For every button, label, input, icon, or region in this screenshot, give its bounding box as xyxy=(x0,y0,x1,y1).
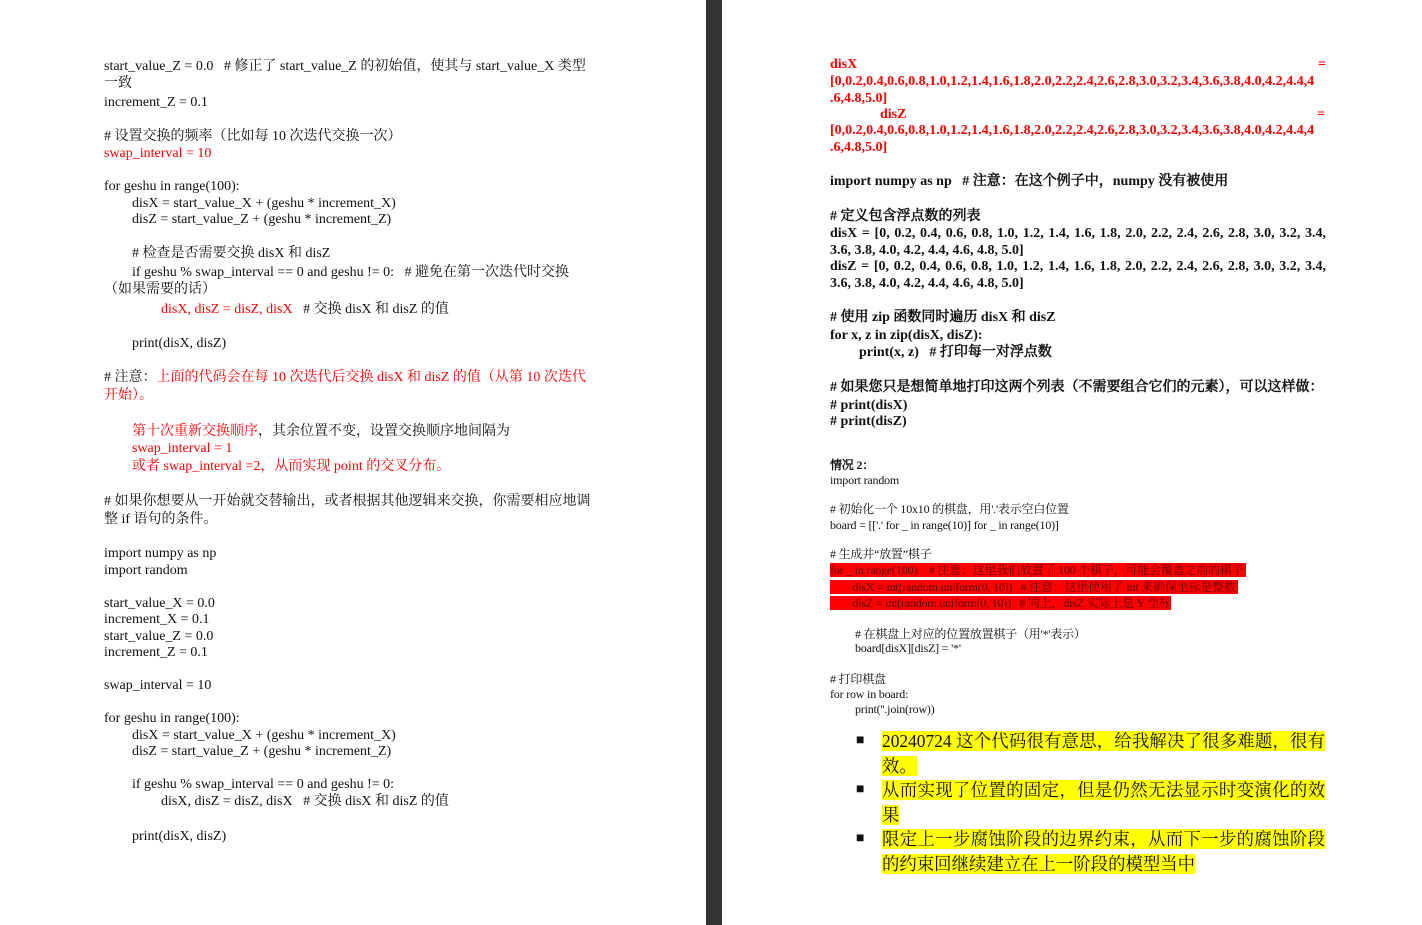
code-line xyxy=(104,562,188,579)
page-divider xyxy=(706,0,722,925)
highlighted-note: 20240724 这个代码很有意思，给我解决了很多难题，很有效。 xyxy=(882,731,1325,776)
code-line xyxy=(161,793,449,810)
code-line xyxy=(132,195,396,212)
red-text: swap_interval = 1 xyxy=(132,441,233,456)
text-segment: start_value_Z = 0.0 # 修正了 start_value_Z 的初始值，使其与 start_value_X 类型 xyxy=(104,59,586,74)
text-segment: 一致 xyxy=(104,76,132,91)
code-line xyxy=(104,677,211,694)
code-line xyxy=(104,178,240,195)
code-line xyxy=(855,641,961,656)
highlighted-text: disX = int(random.uniform(0, 10)) # 注意：这里使用了 int 来确保坐标是整数 xyxy=(830,580,1239,594)
red-text: 或者 swap_interval =2，从而实现 point 的交叉分布。 xyxy=(132,459,451,474)
text-segment: disX = start_value_X + (geshu * increment_X) xyxy=(132,728,396,743)
code-line xyxy=(104,128,402,145)
text-segment: # 初始化一个 10x10 的棋盘，用'.'表示空白位置 xyxy=(830,502,1069,516)
code-line xyxy=(830,473,899,488)
text-segment: # 打印棋盘 xyxy=(830,672,886,686)
code-line xyxy=(830,502,1069,517)
text-segment: # 交换 disX 和 disZ 的值 xyxy=(292,302,449,317)
code-line xyxy=(132,727,396,744)
red-text: disX xyxy=(830,57,858,72)
text-segment: disZ = [0, 0.2, 0.4, 0.6, 0.8, 1.0, 1.2, 1.4, 1.6, 1.8, 2.0, 2.2, 2.4, 2.6, 2.8, 3.0, 3.2, 3.4, xyxy=(830,259,1326,274)
code-line xyxy=(830,122,1326,139)
bullet-item xyxy=(856,827,1326,876)
code-line xyxy=(830,225,1326,242)
red-text: [0,0.2,0.4,0.6,0.8,1.0,1.2,1.4,1.6,1.8,2.0,2.2,2.4,2.6,2.8,3.0,3.2,3.4,3.6,3.8,4.0,4.2,4.4,4 xyxy=(830,123,1315,138)
text-segment: board = [['.' for _ in range(10)] for _ in range(10)] xyxy=(830,518,1059,532)
code-line xyxy=(104,58,586,75)
code-line xyxy=(104,387,153,404)
text-segment: # 如果你想要从一开始就交替输出，或者根据其他逻辑来交换，你需要相应地调 xyxy=(104,494,591,509)
code-line xyxy=(830,379,1324,396)
red-text: swap_interval = 10 xyxy=(104,146,212,161)
code-line xyxy=(104,611,209,628)
text-segment: if geshu % swap_interval == 0 and geshu != 0: # 避免在第一次迭代时交换 xyxy=(132,265,570,280)
text-segment: print(x, z) # 打印每一对浮点数 xyxy=(859,345,1052,360)
code-line xyxy=(104,595,215,612)
square-bullet-icon: ■ xyxy=(856,782,865,798)
text-segment: for row in board: xyxy=(830,687,909,701)
text-segment: increment_X = 0.1 xyxy=(104,612,210,627)
text-segment: import numpy as np # 注意：在这个例子中，numpy 没有被使用 xyxy=(830,174,1229,189)
code-line xyxy=(161,301,449,318)
text-segment: # 设置交换的频率（比如每 10 次迭代交换一次） xyxy=(104,129,402,144)
code-line xyxy=(830,208,981,225)
code-line xyxy=(104,628,213,645)
code-line xyxy=(830,139,887,156)
text-segment: swap_interval = 10 xyxy=(104,678,212,693)
text-segment: disX, disZ = disZ, disX # 交换 disX 和 disZ 的值 xyxy=(161,794,449,809)
code-line xyxy=(132,245,330,262)
text-segment: # 如果您只是想简单地打印这两个列表（不需要组合它们的元素），可以这样做： xyxy=(830,380,1324,395)
bullet-list xyxy=(856,729,1326,877)
highlighted-text: disZ = int(random.uniform(0, 10)) # 同上，disZ 实际上是 Y 坐标 xyxy=(830,596,1172,610)
text-segment: increment_Z = 0.1 xyxy=(104,95,208,110)
code-line xyxy=(855,627,1086,642)
code-line xyxy=(104,545,216,562)
text-segment: print(''.join(row)) xyxy=(855,702,935,716)
code-line xyxy=(132,211,391,228)
red-text: disX, disZ = disZ, disX xyxy=(161,302,293,317)
code-line xyxy=(104,710,240,727)
code-line xyxy=(132,776,394,793)
text-segment: ，其余位置不变，设置交换顺序地间隔为 xyxy=(258,424,510,439)
text-segment: 3.6, 3.8, 4.0, 4.2, 4.4, 4.6, 4.8, 5.0] xyxy=(830,243,1024,258)
code-line xyxy=(830,309,1056,326)
red-text: 上面的代码会在每 10 次迭代后交换 disX 和 disZ 的值（从第 10 次迭代 xyxy=(156,370,586,385)
text-segment: import random xyxy=(830,473,900,487)
code-line xyxy=(830,90,887,107)
text-segment: # print(disZ) xyxy=(830,414,907,429)
text-segment: disX = start_value_X + (geshu * increment_X) xyxy=(132,196,396,211)
code-line xyxy=(830,563,1246,578)
code-line xyxy=(132,440,232,457)
red-text: disZ xyxy=(880,107,907,122)
text-segment: start_value_X = 0.0 xyxy=(104,596,215,611)
square-bullet-icon: ■ xyxy=(856,831,865,847)
text-segment: disZ = start_value_Z + (geshu * increment_Z) xyxy=(132,212,392,227)
highlighted-text: for _ in range(100): # 注意：这里我们放置了 100 个棋子，可能会覆盖之前的棋子 xyxy=(830,563,1247,577)
text-segment: 3.6, 3.8, 4.0, 4.2, 4.4, 4.6, 4.8, 5.0] xyxy=(830,276,1024,291)
text-segment: # 定义包含浮点数的列表 xyxy=(830,209,981,224)
bullet-item xyxy=(856,729,1326,778)
code-line xyxy=(104,94,208,111)
code-line xyxy=(104,493,591,510)
code-line xyxy=(132,828,226,845)
text-segment: increment_Z = 0.1 xyxy=(104,645,208,660)
red-text: .6,4.8,5.0] xyxy=(830,140,888,155)
text-segment: start_value_Z = 0.0 xyxy=(104,629,214,644)
text-segment: 情况 2： xyxy=(830,458,875,472)
text-segment: import random xyxy=(104,563,188,578)
code-line xyxy=(104,511,218,528)
code-line xyxy=(132,264,569,281)
red-text: .6,4.8,5.0] xyxy=(830,91,888,106)
text-segment: （如果需要的话） xyxy=(104,282,216,297)
text-segment: print(disX, disZ) xyxy=(132,829,227,844)
red-text: 第十次重新交换顺序 xyxy=(132,424,258,439)
code-line xyxy=(104,644,208,661)
code-line xyxy=(830,672,886,687)
text-segment: disX = [0, 0.2, 0.4, 0.6, 0.8, 1.0, 1.2, 1.4, 1.6, 1.8, 2.0, 2.2, 2.4, 2.6, 2.8, 3.0, 3.2, 3.4, xyxy=(830,226,1326,241)
text-segment: # 使用 zip 函数同时遍历 disX 和 disZ xyxy=(830,310,1056,325)
text-segment: 整 if 语句的条件。 xyxy=(104,512,218,527)
text-segment: # 检查是否需要交换 disX 和 disZ xyxy=(132,246,331,261)
text-segment: import numpy as np xyxy=(104,546,217,561)
code-line xyxy=(830,258,1326,275)
code-line xyxy=(830,687,908,702)
text-segment: for geshu in range(100): xyxy=(104,179,240,194)
code-line xyxy=(880,106,1325,123)
bullet-text xyxy=(882,827,1325,876)
code-line xyxy=(132,423,510,440)
red-text: = xyxy=(1318,57,1326,72)
code-line xyxy=(830,413,907,430)
code-line xyxy=(830,596,1171,611)
code-line xyxy=(830,73,1326,90)
bullet-item xyxy=(856,778,1326,827)
code-line xyxy=(830,458,874,473)
text-segment: # print(disX) xyxy=(830,398,908,413)
text-segment: # 生成并“放置”棋子 xyxy=(830,547,932,561)
bullet-text xyxy=(882,729,1325,778)
square-bullet-icon: ■ xyxy=(856,733,865,748)
text-segment: disZ = start_value_Z + (geshu * increment_Z) xyxy=(132,744,392,759)
red-text: [0,0.2,0.4,0.6,0.8,1.0,1.2,1.4,1.6,1.8,2.0,2.2,2.4,2.6,2.8,3.0,3.2,3.4,3.6,3.8,4.0,4.2,4.4,4 xyxy=(830,74,1315,89)
code-line xyxy=(132,743,391,760)
code-line xyxy=(830,242,1024,259)
code-line xyxy=(830,518,1059,533)
code-line xyxy=(132,335,226,352)
code-line xyxy=(830,397,907,414)
code-line xyxy=(104,369,586,386)
text-segment: print(disX, disZ) xyxy=(132,336,227,351)
code-line xyxy=(830,56,1326,73)
highlighted-note: 限定上一步腐蚀阶段的边界约束，从而下一步的腐蚀阶段的约束回继续建立在上一阶段的模型当中 xyxy=(882,829,1325,874)
red-text: 开始）。 xyxy=(104,388,153,403)
text-segment: for x, z in zip(disX, disZ): xyxy=(830,328,983,343)
code-line xyxy=(859,344,1052,361)
text-segment: for geshu in range(100): xyxy=(104,711,240,726)
code-line xyxy=(830,275,1024,292)
code-line xyxy=(104,281,216,298)
code-line xyxy=(104,145,211,162)
code-line xyxy=(132,458,450,475)
text-segment: board[disX][disZ] = '*' xyxy=(855,641,961,655)
code-line xyxy=(830,547,931,562)
code-line xyxy=(830,173,1228,190)
bullet-text xyxy=(882,778,1325,827)
red-text: = xyxy=(1317,107,1325,122)
text-segment: # 注意： xyxy=(104,370,157,385)
text-segment: # 在棋盘上对应的位置放置棋子（用'*'表示） xyxy=(855,627,1086,641)
highlighted-note: 从而实现了位置的固定，但是仍然无法显示时变演化的效果 xyxy=(882,780,1325,825)
code-line xyxy=(855,702,935,717)
text-segment: if geshu % swap_interval == 0 and geshu != 0: xyxy=(132,777,395,792)
code-line xyxy=(830,580,1238,595)
code-line xyxy=(830,327,983,344)
code-line xyxy=(104,75,132,92)
